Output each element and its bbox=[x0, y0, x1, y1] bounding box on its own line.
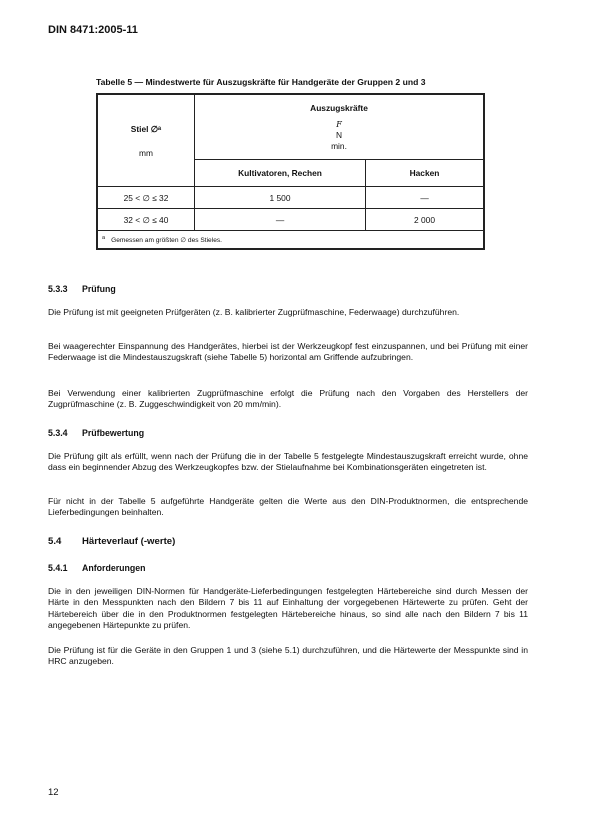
header-forces bbox=[195, 94, 485, 160]
paragraph: Die Prüfung ist für die Geräte in den Gruppen 1 und 3 (siehe 5.1) durchzuführen, und die Härtewerte der Messpunkte sind in HRC anzugeben. bbox=[48, 645, 528, 667]
section-heading-5-4 bbox=[48, 536, 175, 547]
section-heading-5-3-4 bbox=[48, 428, 144, 438]
table-row bbox=[97, 209, 484, 231]
cell-kultivatoren: — bbox=[195, 209, 366, 231]
stiel-label: Stiel ∅ᵃ bbox=[130, 123, 162, 134]
paragraph: Bei Verwendung einer kalibrierten Zugprüfmaschine erfolgt die Prüfung nach den Vorgaben des Herstellers der Zugprüfmaschine (z. B. Zuggeschwindigkeit von 20 mm/min). bbox=[48, 388, 528, 410]
subheader-kultivatoren: Kultivatoren, Rechen bbox=[195, 160, 366, 187]
cell-stiel: 25 < ∅ ≤ 32 bbox=[97, 187, 195, 209]
cell-kultivatoren: 1 500 bbox=[195, 187, 366, 209]
paragraph: Bei waagerechter Einspannung des Handgerätes, hierbei ist der Werkzeugkopf fest einzuspannen, und bei Prüfung mit einer Federwaage ist die Mindestauszugskraft (siehe Tabelle 5) horizontal am Griffende aufzubringen. bbox=[48, 341, 528, 363]
table-footnote bbox=[97, 231, 484, 250]
forces-unit: N bbox=[335, 129, 343, 140]
section-title: Härteverlauf (-werte) bbox=[82, 536, 176, 547]
section-number: 5.4.1 bbox=[48, 563, 68, 573]
section-title: Prüfung bbox=[82, 284, 116, 294]
subheader-hacken: Hacken bbox=[366, 160, 485, 187]
section-number: 5.3.4 bbox=[48, 428, 68, 438]
cell-hacken: 2 000 bbox=[366, 209, 485, 231]
section-number: 5.3.3 bbox=[48, 284, 68, 294]
table-5 bbox=[96, 93, 485, 250]
header-stiel bbox=[97, 94, 195, 187]
section-heading-5-3-3 bbox=[48, 284, 116, 294]
section-title: Prüfbewertung bbox=[82, 428, 145, 438]
section-number: 5.4 bbox=[48, 536, 62, 547]
footnote-text: Gemessen am größten ∅ des Stieles. bbox=[111, 237, 222, 245]
cell-stiel: 32 < ∅ ≤ 40 bbox=[97, 209, 195, 231]
table-caption: Tabelle 5 — Mindestwerte für Auszugskräfte für Handgeräte der Gruppen 2 und 3 bbox=[96, 77, 426, 87]
footnote-mark: a bbox=[102, 234, 106, 241]
stiel-unit: mm bbox=[139, 147, 153, 158]
section-heading-5-4-1 bbox=[48, 563, 146, 573]
forces-label: Auszugskräfte bbox=[310, 102, 368, 113]
forces-min: min. bbox=[331, 140, 347, 151]
table-row bbox=[97, 187, 484, 209]
forces-symbol: F bbox=[336, 118, 342, 129]
section-title: Anforderungen bbox=[82, 563, 146, 573]
paragraph: Die Prüfung gilt als erfüllt, wenn nach der Prüfung die in der Tabelle 5 festgelegte Mindestauszugskraft erreicht wurde, ohne dass ein beginnender Abzug des Werkzeugkopfes bzw. der Stielaufnahme bei Kombinationsgeräten eingetreten ist. bbox=[48, 451, 528, 473]
paragraph: Die in den jeweiligen DIN-Normen für Handgeräte-Lieferbedingungen festgelegten Härtebereiche sind durch Messen der Härte in den Messpunkten nach den Bildern 7 bis 11 auf Einhaltung der vorgegebenen Härtewerte zu prüfen. Geht der Härtebereich über die in den Produktnormen festgelegten Härtebereiche hinaus, so sind alle nach den Bildern 7 bis 11 angegebenen Härtepunkte zu prüfen. bbox=[48, 586, 528, 631]
cell-hacken: — bbox=[366, 187, 485, 209]
paragraph: Für nicht in der Tabelle 5 aufgeführte Handgeräte gelten die Werte aus den DIN-Produktnormen, die entsprechende Lieferbedingungen beinhalten. bbox=[48, 496, 528, 518]
document-id: DIN 8471:2005-11 bbox=[48, 24, 138, 36]
page-number: 12 bbox=[48, 787, 59, 798]
paragraph: Die Prüfung ist mit geeigneten Prüfgeräten (z. B. kalibrierter Zugprüfmaschine, Federwaage) durchzuführen. bbox=[48, 307, 460, 317]
